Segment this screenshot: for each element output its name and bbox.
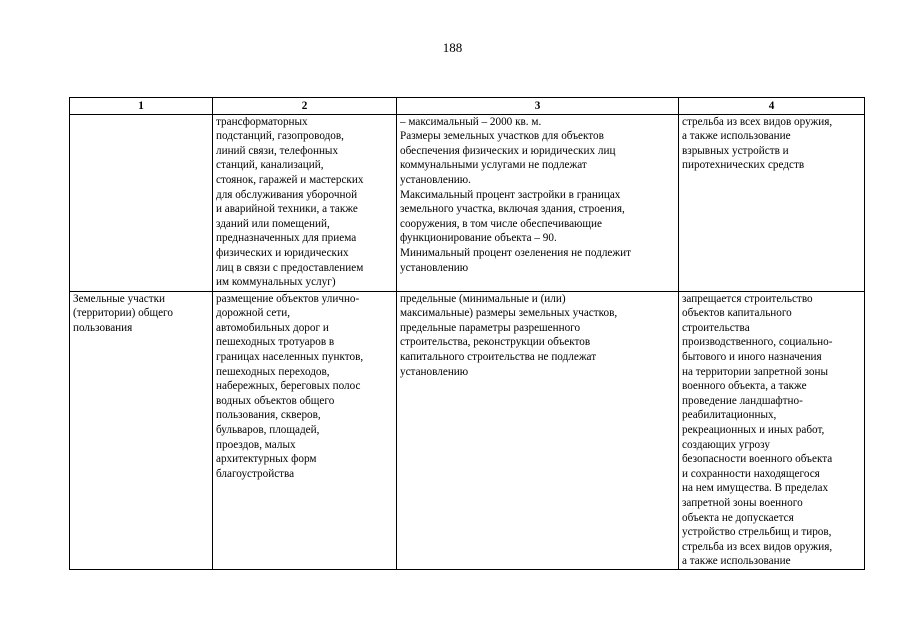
cell-text: Земельные участки (территории) общего пользования (73, 292, 173, 334)
column-header: 1 (70, 98, 213, 115)
column-header: 4 (679, 98, 865, 115)
cell-text: стрельба из всех видов оружия, а также использование взрывных устройств и пиротехнических средств (682, 115, 833, 172)
cell-text: предельные (минимальные и (или) максимальные) размеры земельных участков, предельные параметры разрешенного строительства, реконструкции объектов капитального строительства не подлежат установлению (400, 292, 618, 378)
table-header-row (70, 98, 865, 115)
table-row (70, 291, 865, 569)
cell-text: запрещается строительство объектов капитального строительства производственного, социально- бытового и иного назначения на территории запретной зоны военного объекта, а также проведение ландшафтно- реабилитационных, рекреационных и иных работ, создающих угрозу безопасности военного объекта и сохранности находящегося на нем имущества. В пределах запретной зоны военного объекта не допускается устройство стрельбищ и тиров, стрельба из всех видов оружия, а также использование (682, 292, 833, 568)
table-cell (397, 291, 679, 569)
table-cell (679, 114, 865, 291)
table-cell (70, 114, 213, 291)
table-row (70, 114, 865, 291)
table-cell (679, 291, 865, 569)
regulations-table (69, 97, 865, 570)
table-cell (213, 291, 397, 569)
table-cell (70, 291, 213, 569)
table-cell (213, 114, 397, 291)
cell-text: – максимальный – 2000 кв. м. Размеры земельных участков для объектов обеспечения физических и юридических лиц коммунальными услугами не подлежат установлению. Максимальный процент застройки в границах земельного участка, включая здания, строения, сооружения, в том числе обеспечивающие функционирование объекта – 90. Минимальный процент озеленения не подлежит установлению (400, 115, 631, 274)
column-header: 3 (397, 98, 679, 115)
page-number: 188 (442, 40, 463, 55)
column-header: 2 (213, 98, 397, 115)
cell-text: размещение объектов улично- дорожной сети, автомобильных дорог и пешеходных тротуаров в границах населенных пунктов, пешеходных переходов, набережных, береговых полос водных объектов общего пользования, скверов, бульваров, площадей, проездов, малых архитектурных форм благоустройства (216, 292, 364, 480)
cell-text: трансформаторных подстанций, газопроводов, линий связи, телефонных станций, канализаций, стоянок, гаражей и мастерских для обслуживания уборочной и аварийной техники, а также зданий или помещений, предназначенных для приема физических и юридических лиц в связи с предоставлением им коммунальных услуг) (216, 115, 364, 289)
table-cell (397, 114, 679, 291)
